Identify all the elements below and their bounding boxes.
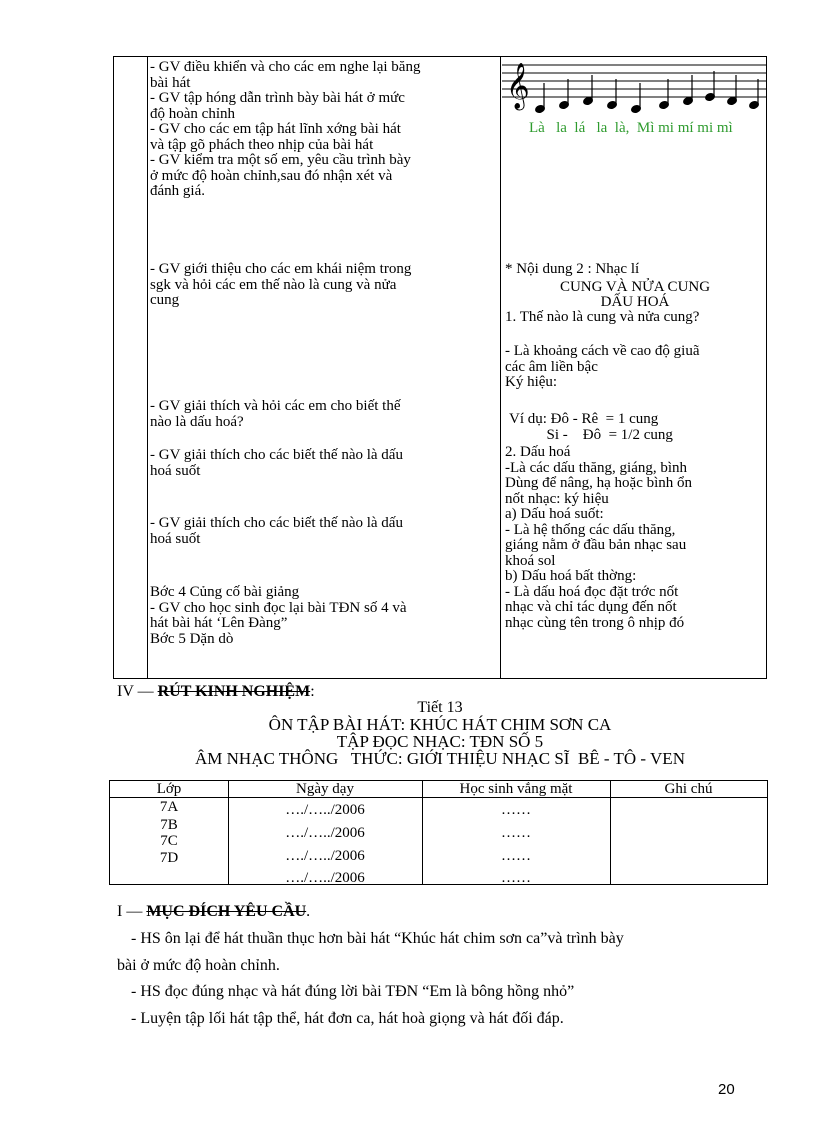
table-header-divider [110,797,767,798]
header-notes: Ghi chú [664,781,713,797]
lesson-plan-table [113,56,767,679]
page-number: 20 [718,1081,735,1098]
class-cell: 7A [159,799,179,815]
header-absent: Học sinh vắng mặt [459,781,573,797]
content-accidentals: 2. Dấu hoá -Là các dấu thăng, giáng, bình Dùng để nâng, hạ hoặc bình ổn nốt nhạc: ký hiệu a) Dấu hoá suốt: - Là hệ thống các dấu thăng, giáng nằm ở đầu bản nhạc sau khoá sol b) Dấu hoá bất thờng: - Là dấu hoá đọc đặt trớc nốt nhạc và chỉ tác dụng đến nốt nhạc cùng tên trong ô nhịp đó [505,444,693,631]
teacher-activity-3: - GV giải thích và hỏi các em cho biết thế nào là dấu hoá? [150,398,401,430]
absent-cell: …… [501,802,531,818]
objective-3: - Luyện tập lối hát tập thể, hát đơn ca, hát hoà giọng và hát đối đáp. [131,1010,564,1027]
class-cell: 7B [160,817,178,833]
teacher-activity-4: - GV giải thích cho các biết thế nào là dấu hoá suốt [150,447,403,479]
header-class: Lớp [156,781,182,797]
table-col-divider [500,57,501,678]
attendance-table [109,780,768,885]
date-cell: …./…../2006 [285,825,365,841]
section-i-heading [117,903,310,921]
content-title-1: CUNG VÀ NỬA CUNG [559,279,711,295]
lesson-title-2: TẬP ĐỌC NHẠC: TĐN SỐ 5 [336,732,544,751]
date-cell: …./…../2006 [285,802,365,818]
teacher-activity-1: - GV điều khiển và cho các em nghe lại băng bài hát - GV tập hóng dẫn trình bày bài hát ở mức độ hoàn chỉnh - GV cho các em tập hát lĩnh xớng bài hát và tập gõ phách theo nhịp của bài hát - GV kiểm tra một số em, yêu cầu trình bày ở mức độ hoàn chỉnh,sau đó nhận xét và đánh giá. [150,59,421,199]
date-cell: …./…../2006 [285,848,365,864]
treble-clef-icon: 𝄞 [506,63,530,109]
content-heading: * Nội dung 2 : Nhạc lí [505,261,640,277]
lesson-number: Tiết 13 [417,699,463,716]
section-i-title: MỤC ĐÍCH YÊU CẦU [146,903,307,920]
table-col-divider [147,57,148,678]
lesson-title-1: ÔN TẬP BÀI HÁT: KHÚC HÁT CHIM SƠN CA [268,715,612,734]
teacher-activity-6: Bớc 4 Củng cố bài giảng - GV cho học sinh đọc lại bài TĐN số 4 và hát bài hát ‘Lên Đàng” Bớc 5 Dặn dò [150,584,407,647]
section-i-suffix: . [306,903,311,920]
content-example: Ví dụ: Đô - Rê = 1 cung Si - Đô = 1/2 cung [509,411,673,443]
absent-cell: …… [501,870,531,886]
section-iv-number: IV — [117,683,154,700]
solfege-lyrics: Là la lá la là, Mì mi mí mi mì [529,120,733,136]
objective-1-cont: bài ở mức độ hoàn chỉnh. [117,957,280,974]
class-cell: 7C [160,833,178,849]
objective-1: - HS ôn lại để hát thuần thục hơn bài hát “Khúc hát chim sơn ca”và trình bày [131,930,624,947]
teacher-activity-5: - GV giải thích cho các biết thế nào là dấu hoá suốt [150,515,403,547]
header-date: Ngày dạy [296,781,354,797]
section-i-number: I — [117,903,143,920]
content-q1: 1. Thế nào là cung và nửa cung? [505,309,700,325]
section-iv-suffix: : [310,683,315,700]
objective-2: - HS đọc đúng nhạc và hát đúng lời bài TĐN “Em là bông hồng nhỏ” [131,983,575,1000]
section-iv-title: RÚT KINH NGHIỆM [157,683,311,700]
lesson-title-3: ÂM NHẠC THÔNG THỨC: GIỚI THIỆU NHẠC SĨ BÊ - TÔ - VEN [195,749,685,768]
music-notes [535,71,760,114]
date-cell: …./…../2006 [285,870,365,886]
absent-cell: …… [501,848,531,864]
class-cell: 7D [159,850,179,866]
teacher-activity-2: - GV giới thiệu cho các em khái niệm trong sgk và hỏi các em thế nào là cung và nửa cung [150,261,412,308]
content-title-2: DẤU HOÁ [600,294,670,310]
content-definition: - Là khoảng cách về cao độ giuã các âm liền bậc Ký hiệu: [505,343,700,390]
absent-cell: …… [501,825,531,841]
